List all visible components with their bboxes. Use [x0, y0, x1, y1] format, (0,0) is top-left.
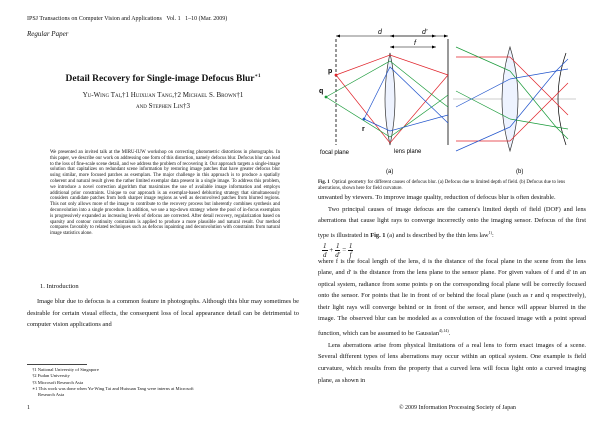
caption-text: Optical geometry for different causes of defocus blur. (a) Defocus due to limited depth of field. (b) Defocus due to lens aberrations, shown here for field curvature.: [318, 180, 566, 191]
authors-line-1: Yu-Wing Tai,†1 Huixuan Tang,†2 Michael S. Brown†1: [82, 91, 244, 99]
footnote-4-cont: Research Asia: [38, 392, 65, 398]
title-text: Detail Recovery for Single-image Defocus Blur: [65, 74, 255, 85]
intro-paragraph: [27, 296, 299, 331]
thin-lens-equation: [322, 242, 353, 259]
authors-line-2: and Stephen Lin†3: [136, 102, 190, 110]
paragraph-causes: Two principal causes of image defocus are the camera's limited depth of field (DOF) and lens aberrations that cause light rays to converge incorrectly onto the imaging sensor. Defocus of the first type is illustrated in Fig. 1 (a) and is described by the thin lens law$^{1)}$:: [318, 205, 586, 239]
label-sub-b: (b): [516, 169, 524, 175]
label-q: q: [319, 88, 324, 95]
paragraph-continued: unwanted by viewers. To improve image quality, reduction of defocus blur is often desirable.: [318, 194, 556, 201]
copyright: © 2009 Information Processing Society of Japan: [399, 405, 516, 411]
figure-1b: [453, 47, 576, 175]
eq-plus: +: [329, 246, 334, 255]
frac-1-f: $\frac{1}{f}$: [348, 242, 353, 259]
paper-title: [27, 73, 299, 84]
section-heading: 1. Introduction: [40, 283, 79, 290]
paragraph-aberrations: Lens aberrations arise from physical limitations of a real lens to form exact images of a scene. Several different types of lens aberrations may occur within an optical system. One example is field curvature, which results from the property that a curved lens will focus light onto a curved imaging plane, as shown in: [318, 341, 586, 384]
ray-blue-out-2: [510, 69, 568, 79]
equation-spacer: [318, 242, 586, 256]
ray-blue-in-1: [456, 127, 510, 151]
journal-pages: 1–10 (Mar. 2009): [185, 16, 228, 22]
label-sub-a: (a): [386, 169, 394, 175]
arrowhead: [432, 46, 436, 49]
thin-lens-ref: 1): [488, 229, 492, 235]
eq-equals: =: [342, 246, 347, 255]
frac-1-d: $\frac{1}{d}$: [323, 242, 327, 259]
label-p: p: [328, 68, 333, 75]
footnote-4: ∗1 This work was done when Yu-Wing Tai and Huixuan Tang were interns at Microsoft: [32, 385, 194, 391]
figure-caption: [318, 180, 586, 192]
causes-text: Two principal causes of image defocus are the camera's limited depth of field (DOF) and lens aberrations that cause light rays to converge incorrectly onto the imaging sensor. Defocus of the first type is illustrated in: [318, 205, 586, 239]
fig-ref: Fig. 1: [370, 231, 386, 239]
intro-text: Image blur due to defocus is a common feature in photographs. Although this blur may sometimes be desirable for certain visual effects, the consequent loss of local appearance detail can be detrimental to computer vision applications and: [27, 298, 299, 329]
journal-volume: Vol. 1: [166, 16, 181, 22]
ray-green-out-2: [510, 119, 568, 129]
causes-text-cont: (a) and is described by the thin lens law: [387, 231, 489, 239]
running-header: [27, 16, 227, 22]
label-d: d: [378, 29, 382, 36]
paragraph-where: where f is the focal length of the lens, d is the distance of the focal plane in the scene from the lens plane, and d' is the distance from the lens plane to the sensor plane. For given values of f and d' in an optical system, radiance from some points p on the corresponding focal plane will be correctly focused onto the sensor. For points that lie in front of or behind the focal plane (such as r and q respectively), their light rays will converge behind or in front of the sensor, and hence will appear blurred in the image. The observed blur can be modeled as a convolution of the focused image with a point spread function, which can be assumed to be Gaussian$^{4),14)}$.: [318, 257, 586, 338]
arrowhead: [444, 35, 448, 38]
arrowhead: [390, 46, 394, 49]
label-dprime: d': [422, 29, 428, 36]
caption-label: Fig. 1: [318, 180, 330, 185]
frac-1-dprime: $\frac{1}{d'}$: [335, 242, 341, 259]
figure-1: [318, 27, 578, 177]
ray-green-in-1: [456, 47, 510, 71]
paper-type: Regular Paper: [27, 30, 69, 38]
label-f: f: [414, 40, 416, 47]
authors: [27, 90, 299, 112]
footnote-1: †1 National University of Singapore: [32, 367, 99, 372]
point-q: [325, 96, 328, 99]
footnotes: [32, 367, 292, 398]
ray-r-upper: [364, 67, 448, 123]
label-lens-plane: lens plane: [394, 149, 422, 155]
right-column-text: [318, 192, 586, 386]
point-p: [335, 74, 338, 77]
point-r: [363, 118, 366, 121]
figure-1a: [319, 29, 448, 175]
arrowhead: [390, 35, 394, 38]
footnote-2: †2 Fudan University: [32, 373, 70, 379]
footnote-3: †3 Microsoft Research Asia: [32, 379, 84, 385]
abstract: We presented an invited talk at the MIRU-IUW workshop on correcting photometric distortions in photographs. In this paper, we describe our work on addressing one form of this distortion, namely defocus blur. Defocus blur can lead to the loss of fine-scale scene detail, and we address the problem of recovering it. Our approach targets a single-image solution that capitalizes on redundant scene information by restoring image patches that have greater defocus blur using similar, more focused patches as exemplars. The major challenge in this approach is to produce a spatially coherent and natural result given the rather limited exemplar data present in a single image. To address this problem, we introduce a novel correction algorithm that maximizes the use of available image information and employs additional prior constraints. Unique to our approach is an exemplar-based deblurring strategy that simultaneously considers candidate patches from both sharper image regions as well as deconvolved patches from blurred regions. This not only allows more of the image to contribute to the recovery process but inherently combines synthesis and deconvolution into a single procedure. In addition, we use a top-down strategy where the pool of in-focus exemplars is progressively expanded as increasing levels of defocus are corrected. After detail recovery, regularization based on sparsity and contour continuity constraints is applied to produce a more plausible and natural result. Our method compares favorably to related techniques such as defocus inpainting and deconvolution with constraints from natural image statistics alone.: [50, 150, 280, 237]
where-text: where f is the focal length of the lens, d is the distance of the focal plane in the scene from the lens plane, and d' is the distance from the lens plane to the sensor plane. For given values of f and d' in an optical system, radiance from some points p on the corresponding focal plane will be correctly focused onto the sensor. For points that lie in front of or behind the focal plane (such as r and q respectively), their light rays will converge behind or in front of the sensor, and hence will appear blurred in the image. The observed blur can be modeled as a convolution of the focused image with a point spread function, which can be assumed to be Gaussian: [318, 257, 586, 338]
label-focal-plane: focal plane: [320, 150, 350, 156]
journal-name: IPSJ Transactions on Computer Vision and Applications: [27, 16, 162, 22]
footnote-rule: [27, 364, 87, 365]
arrowhead: [336, 35, 340, 38]
gauss-ref: 4),14): [439, 328, 449, 334]
label-r: r: [362, 126, 365, 133]
title-mark: ∗1: [254, 74, 261, 79]
page-number: 1: [27, 405, 30, 411]
